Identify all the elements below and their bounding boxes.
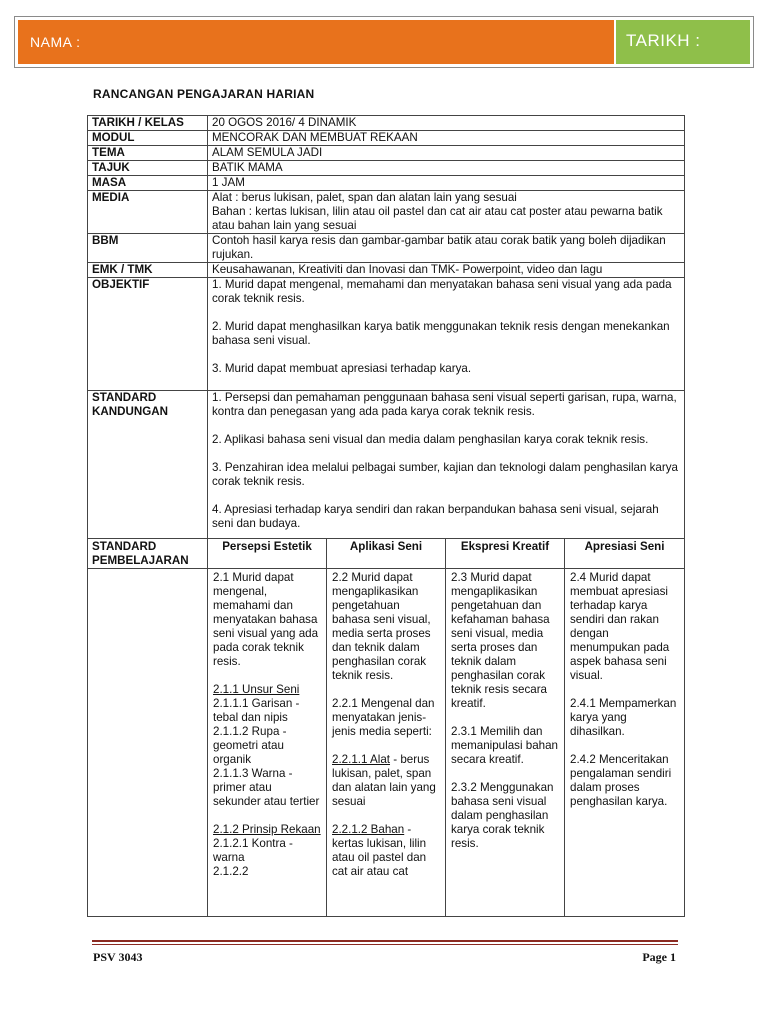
value-tarikh: 20 OGOS 2016/ 4 DINAMIK — [208, 116, 685, 131]
date-field-bar — [616, 20, 750, 64]
page-number: Page 1 — [642, 950, 676, 964]
value-tajuk: BATIK MAMA — [208, 161, 685, 176]
label-media: MEDIA — [88, 191, 208, 234]
header-aplikasi-seni: Aplikasi Seni — [327, 539, 446, 569]
name-label: NAMA : — [30, 34, 81, 50]
sp-text: 2.1.1.3 Warna - primer atau sekunder atau tertier — [213, 767, 320, 808]
sp-text: 2.1.2.1 Kontra - warna — [213, 837, 293, 864]
row-media — [88, 191, 685, 234]
row-modul — [88, 131, 685, 146]
empty-label-cell — [88, 569, 208, 917]
sp-subheading: 2.1.2 Prinsip Rekaan — [213, 823, 321, 836]
value-modul: MENCORAK DAN MEMBUAT REKAAN — [208, 131, 685, 146]
name-field-bar — [18, 20, 614, 64]
sp-text: 2.1 Murid dapat mengenal, memahami dan menyatakan bahasa seni visual yang ada pada corak teknik resis. — [213, 571, 319, 668]
label-tema: TEMA — [88, 146, 208, 161]
label-standard-pembelajaran — [88, 539, 208, 569]
label-standard-kandungan — [88, 391, 208, 539]
sp-text: 2.2 Murid dapat mengaplikasikan pengetahuan bahasa seni visual, media serta proses dan teknik dalam penghasilan corak teknik resis. — [332, 571, 431, 682]
sp-text: 2.4.1 Mempamerkan karya yang dihasilkan. — [570, 697, 677, 738]
row-masa — [88, 176, 685, 191]
value-bbm: Contoh hasil karya resis dan gambar-gambar batik atau corak batik yang boleh dijadikan rujukan. — [208, 234, 685, 263]
label-bbm: BBM — [88, 234, 208, 263]
row-objektif — [88, 278, 685, 391]
header-ekspresi-kreatif: Ekspresi Kreatif — [446, 539, 565, 569]
sp-subheading: 2.1.1 Unsur Seni — [213, 683, 300, 696]
label-tarikh: TARIKH / KELAS — [88, 116, 208, 131]
sp-text: 2.4.2 Menceritakan pengalaman sendiri dalam proses penghasilan karya. — [570, 753, 672, 808]
media-alat: Alat : berus lukisan, palet, span dan alatan lain yang sesuai — [212, 191, 517, 204]
label-tajuk: TAJUK — [88, 161, 208, 176]
row-tema — [88, 146, 685, 161]
row-standard-kandungan — [88, 391, 685, 539]
label-line: STANDARD — [92, 540, 157, 553]
col-persepsi-estetik — [208, 569, 327, 917]
content-standard-item: 3. Penzahiran idea melalui pelbagai sumber, kajian dan teknologi dalam penghasilan karya corak teknik resis. — [212, 461, 678, 488]
sp-text: 2.1.2.2 — [213, 865, 249, 878]
col-aplikasi-seni — [327, 569, 446, 917]
label-modul: MODUL — [88, 131, 208, 146]
sp-text: - berus lukisan, palet, span dan alatan lain yang sesuai — [332, 753, 436, 808]
value-masa: 1 JAM — [208, 176, 685, 191]
value-media — [208, 191, 685, 234]
document-title: RANCANGAN PENGAJARAN HARIAN — [93, 87, 315, 101]
row-standard-pembelajaran-body — [88, 569, 685, 917]
row-bbm — [88, 234, 685, 263]
date-label: TARIKH : — [626, 31, 701, 50]
content-standard-item: 4. Apresiasi terhadap karya sendiri dan rakan berpandukan bahasa seni visual, sejarah seni dan budaya. — [212, 503, 659, 530]
sp-text: - kertas lukisan, lilin atau oil pastel dan cat air atau cat — [332, 823, 427, 878]
col-ekspresi-kreatif — [446, 569, 565, 917]
footer-rule — [92, 940, 678, 942]
label-line: PEMBELAJARAN — [92, 554, 189, 567]
sp-text: 2.3 Murid dapat mengaplikasikan pengetahuan dan kefahaman bahasa seni visual, media serta proses dan teknik dalam penghasilan corak teknik resis secara kreatif. — [451, 571, 550, 710]
value-emk: Keusahawanan, Kreativiti dan Inovasi dan TMK- Powerpoint, video dan lagu — [208, 263, 685, 278]
label-emk: EMK / TMK — [88, 263, 208, 278]
objective-item: 1. Murid dapat mengenal, memahami dan menyatakan bahasa seni visual yang ada pada corak teknik resis. — [212, 278, 672, 305]
sp-text: 2.1.1.1 Garisan - tebal dan nipis — [213, 697, 300, 724]
media-bahan: Bahan : kertas lukisan, lilin atau oil pastel dan cat air atau cat poster atau pewarna batik atau bahan lain yang sesuai — [212, 205, 663, 232]
sp-subheading: 2.2.1.1 Alat — [332, 753, 391, 766]
row-standard-pembelajaran-header — [88, 539, 685, 569]
row-tajuk — [88, 161, 685, 176]
row-tarikh — [88, 116, 685, 131]
col-apresiasi-seni — [565, 569, 685, 917]
label-objektif: OBJEKTIF — [88, 278, 208, 391]
header-persepsi-estetik: Persepsi Estetik — [208, 539, 327, 569]
sp-text: 2.3.1 Memilih dan memanipulasi bahan secara kreatif. — [451, 725, 558, 766]
lesson-plan-table — [87, 115, 685, 917]
row-emk — [88, 263, 685, 278]
course-code: PSV 3043 — [93, 950, 143, 964]
footer-rule-thin — [92, 944, 678, 945]
objective-item: 3. Murid dapat membuat apresiasi terhadap karya. — [212, 362, 472, 375]
content-standard-item: 1. Persepsi dan pemahaman penggunaan bahasa seni visual seperti garisan, rupa, warna, kontra dan penegasan yang ada pada karya corak teknik resis. — [212, 391, 677, 418]
label-masa: MASA — [88, 176, 208, 191]
value-objektif — [208, 278, 685, 391]
header-apresiasi-seni: Apresiasi Seni — [565, 539, 685, 569]
sp-text: 2.4 Murid dapat membuat apresiasi terhadap karya sendiri dan rakan dengan menumpukan pada aspek bahasa seni visual. — [570, 571, 670, 682]
value-standard-kandungan — [208, 391, 685, 539]
sp-text: 2.1.1.2 Rupa - geometri atau organik — [213, 725, 287, 766]
objective-item: 2. Murid dapat menghasilkan karya batik menggunakan teknik resis dengan menekankan bahasa seni visual. — [212, 320, 670, 347]
sp-text: 2.3.2 Menggunakan bahasa seni visual dalam penghasilan karya corak teknik resis. — [451, 781, 554, 850]
label-line: KANDUNGAN — [92, 405, 168, 418]
sp-text: 2.2.1 Mengenal dan menyatakan jenis-jenis media seperti: — [332, 697, 435, 738]
content-standard-item: 2. Aplikasi bahasa seni visual dan media dalam penghasilan karya corak teknik resis. — [212, 433, 649, 446]
value-tema: ALAM SEMULA JADI — [208, 146, 685, 161]
sp-subheading: 2.2.1.2 Bahan — [332, 823, 405, 836]
label-line: STANDARD — [92, 391, 157, 404]
